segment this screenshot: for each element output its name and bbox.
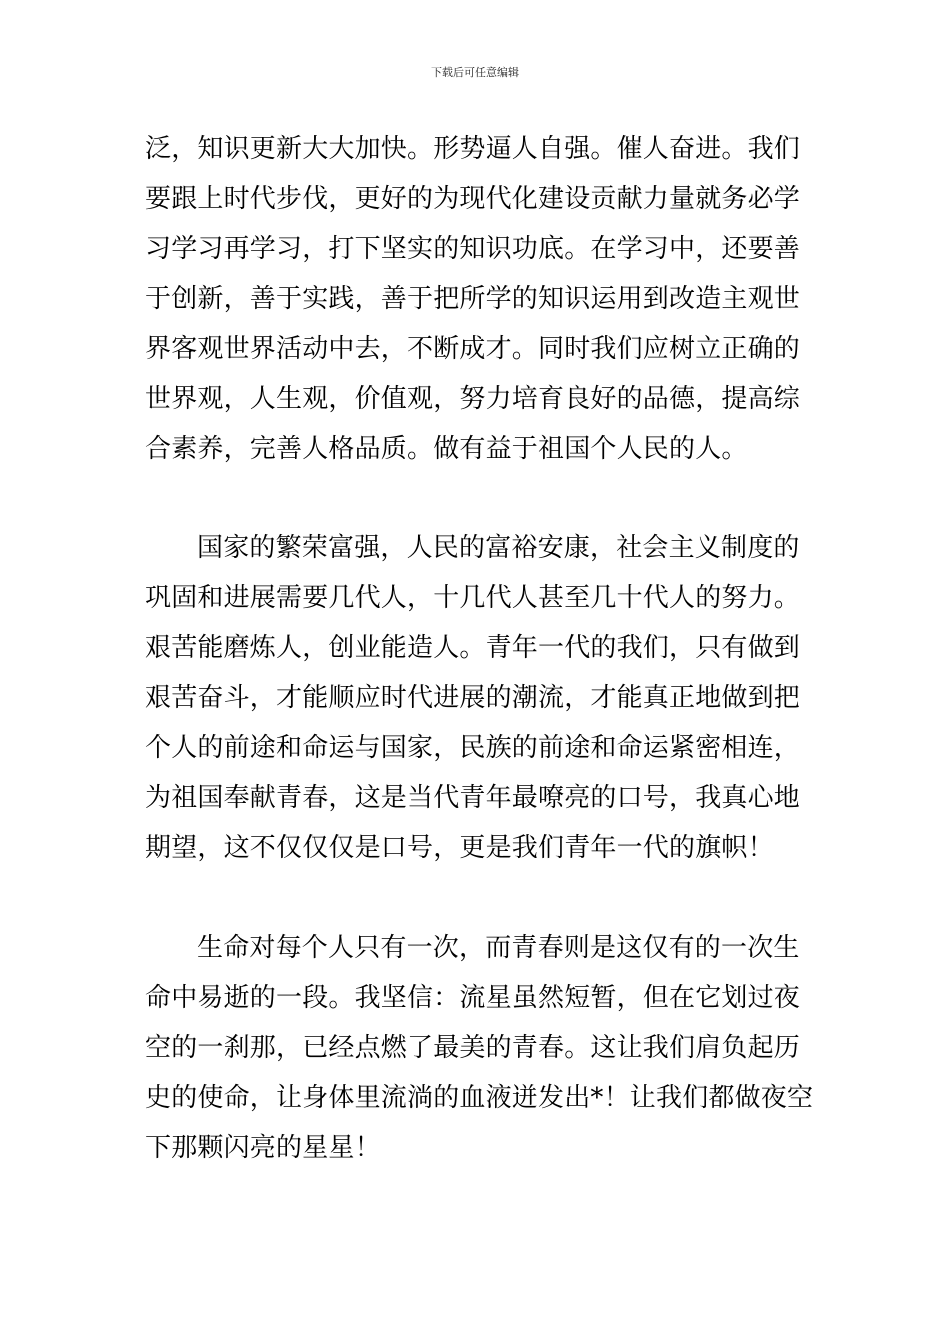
- paragraph-2-line-3: 艰苦能磨炼人，创业能造人。青年一代的我们，只有做到: [145, 633, 801, 663]
- paragraph-2-line-4: 艰苦奋斗，才能顺应时代进展的潮流，才能真正地做到把: [145, 683, 801, 713]
- paragraph-2-line-5: 个人的前途和命运与国家，民族的前途和命运紧密相连，: [145, 733, 801, 763]
- header-note: 下载后可任意编辑: [431, 66, 519, 79]
- paragraph-1-line-2: 要跟上时代步伐，更好的为现代化建设贡献力量就务必学: [145, 184, 801, 214]
- paragraph-1-line-5: 界客观世界活动中去，不断成才。同时我们应树立正确的: [145, 334, 801, 364]
- paragraph-2-line-2: 巩固和进展需要几代人，十几代人甚至几十代人的努力。: [145, 583, 801, 613]
- paragraph-1-line-1: 泛，知识更新大大加快。形势逼人自强。催人奋进。我们: [145, 134, 801, 164]
- paragraph-3-line-4: 史的使命，让身体里流淌的血液迸发出*！让我们都做夜空: [145, 1083, 814, 1113]
- paragraph-1-line-6: 世界观，人生观，价值观，努力培育良好的品德，提高综: [145, 384, 801, 414]
- paragraph-3-line-2: 命中易逝的一段。我坚信：流星虽然短暂，但在它划过夜: [145, 983, 801, 1013]
- paragraph-1-line-4: 于创新，善于实践，善于把所学的知识运用到改造主观世: [145, 284, 801, 314]
- paragraph-2-line-6: 为祖国奉献青春，这是当代青年最嘹亮的口号，我真心地: [145, 783, 801, 813]
- paragraph-3-line-1: 生命对每个人只有一次，而青春则是这仅有的一次生: [197, 933, 800, 963]
- paragraph-2-line-7: 期望，这不仅仅仅是口号，更是我们青年一代的旗帜！: [145, 833, 774, 863]
- paragraph-3-line-5: 下那颗闪亮的星星！: [145, 1133, 381, 1163]
- paragraph-1-line-3: 习学习再学习，打下坚实的知识功底。在学习中，还要善: [145, 234, 801, 264]
- paragraph-3-line-3: 空的一刹那，已经点燃了最美的青春。这让我们肩负起历: [145, 1033, 801, 1063]
- paragraph-1-line-7: 合素养，完善人格品质。做有益于祖国个人民的人。: [145, 434, 748, 464]
- paragraph-2-line-1: 国家的繁荣富强，人民的富裕安康，社会主义制度的: [197, 533, 800, 563]
